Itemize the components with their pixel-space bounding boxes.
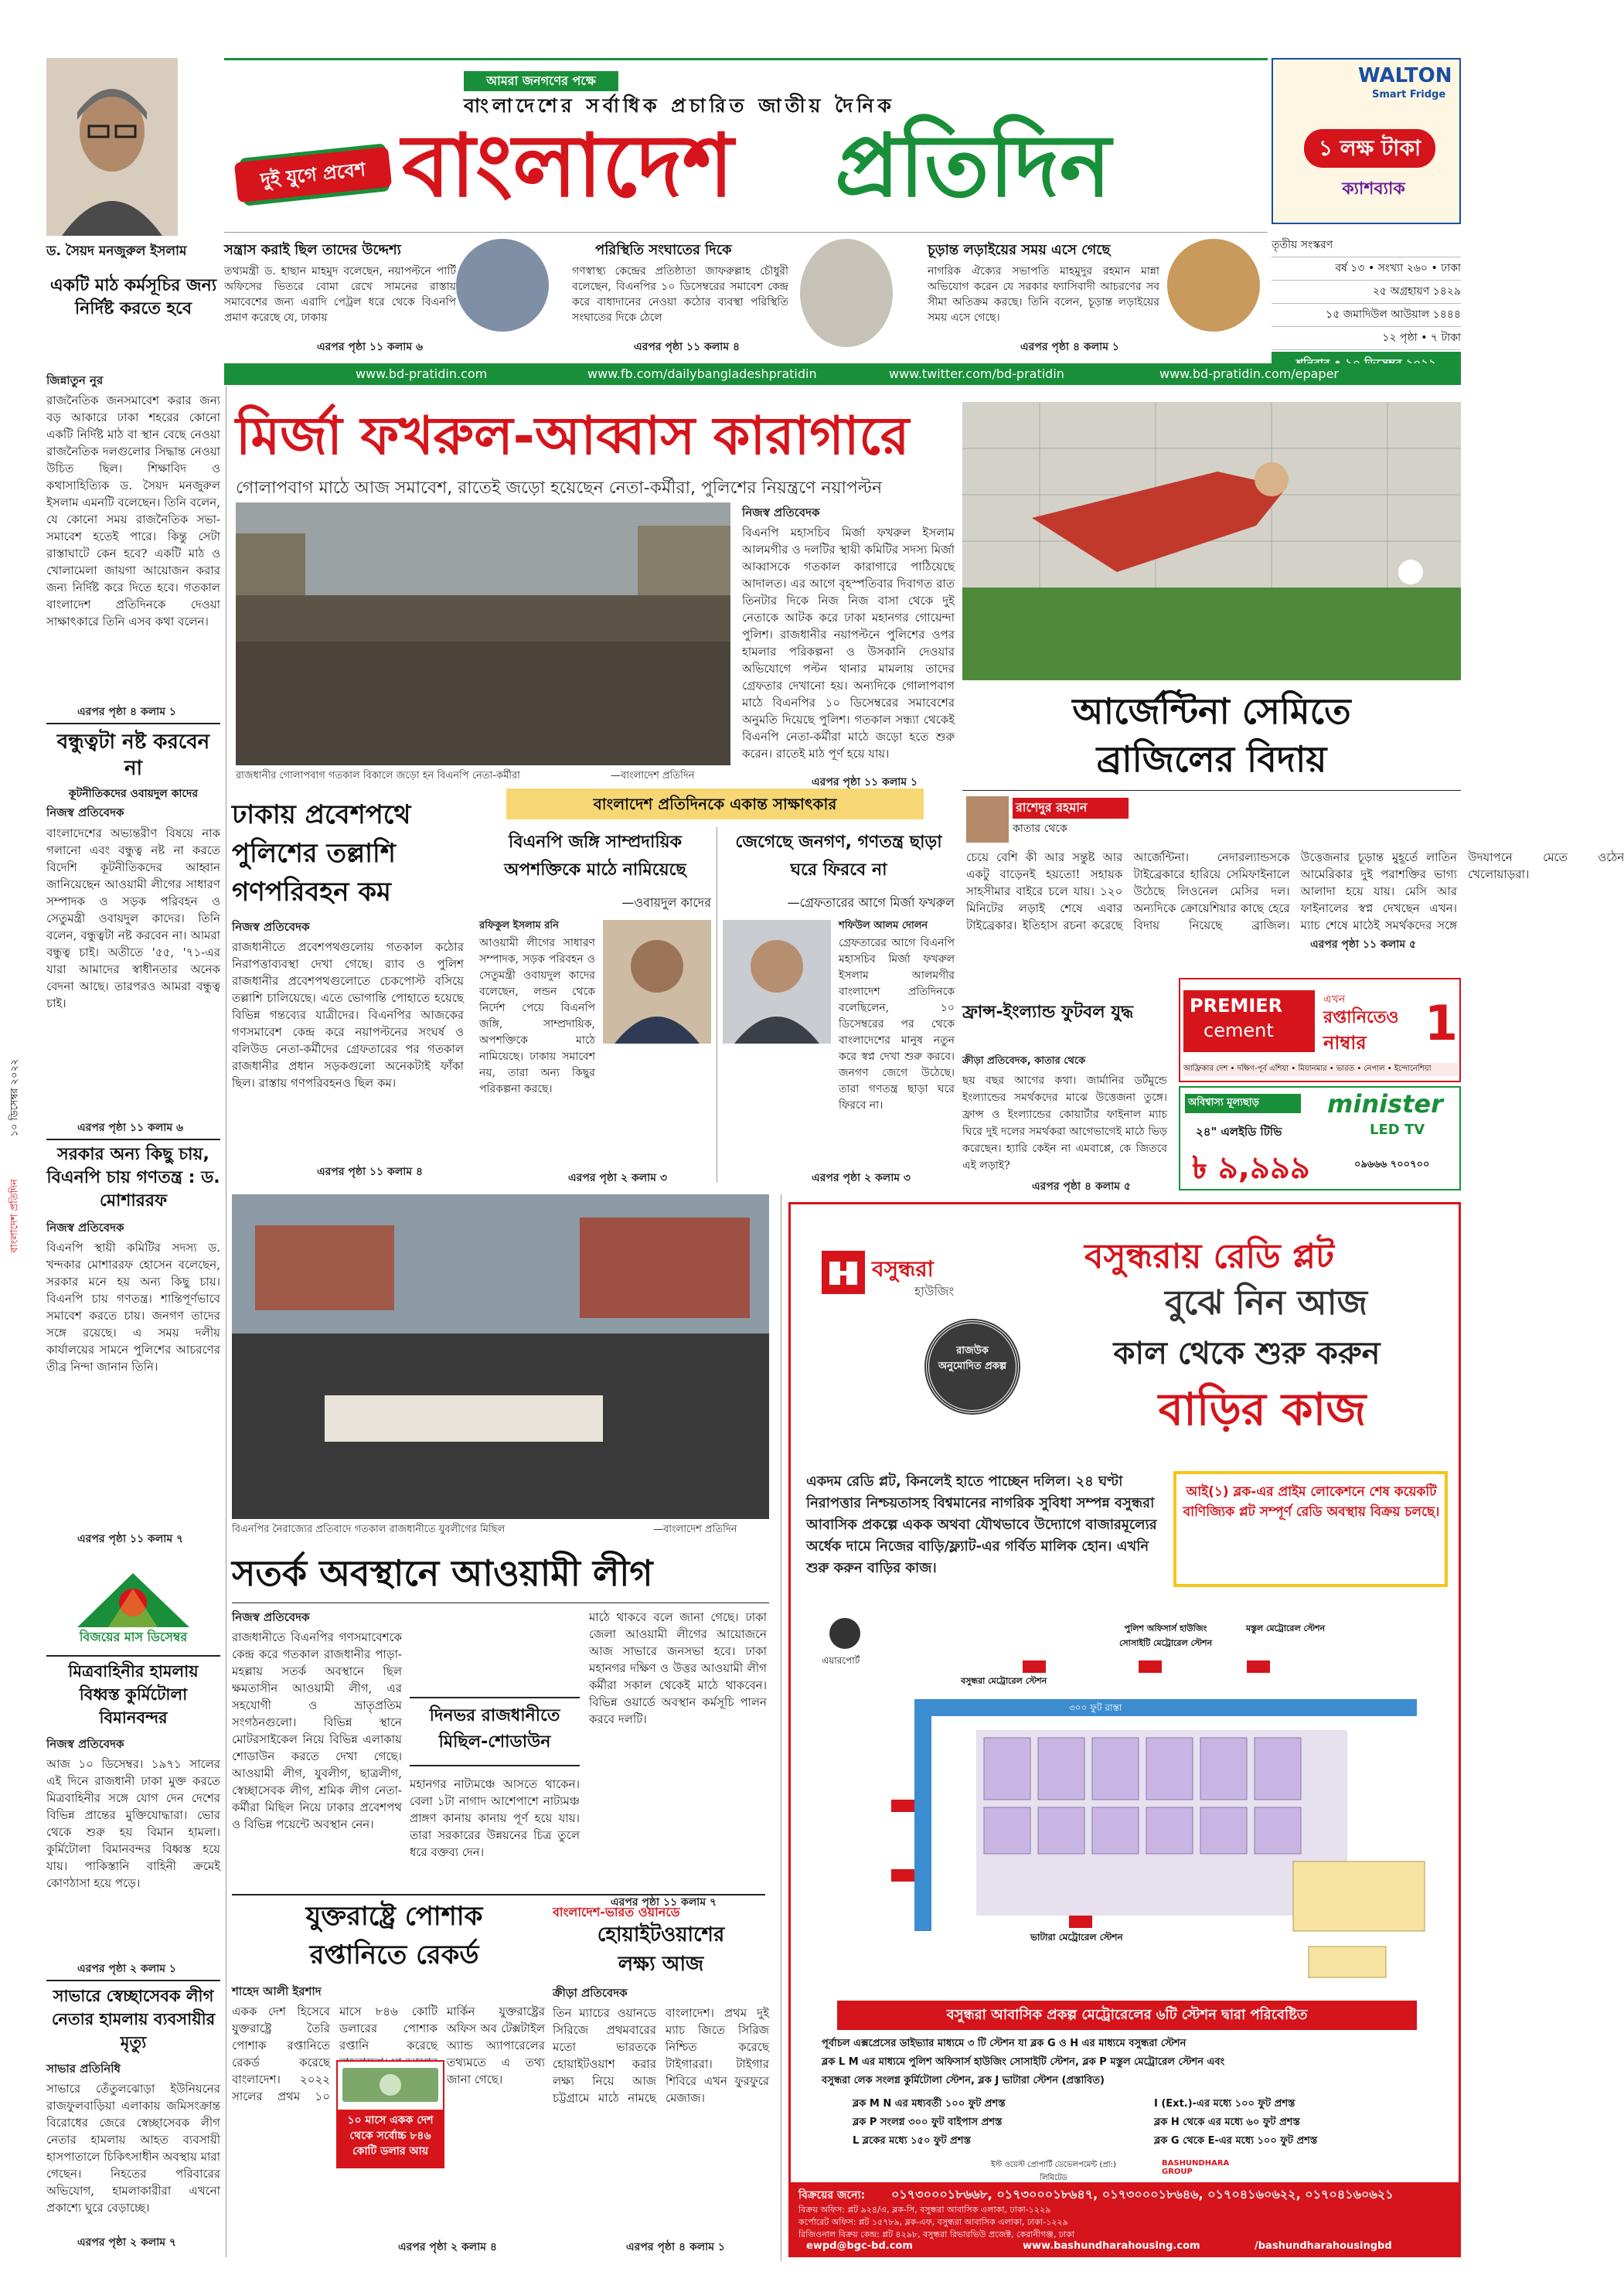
link-web[interactable]: www.bd-pratidin.com	[356, 366, 488, 381]
export-text: একক দেশ হিসেবে যুক্তরাষ্ট্রে তৈরি পোশাক রপ্তানিতে রেকর্ড করেছে বাংলাদেশ। ২০২২ সালের প্রথম ১০ মাসে ৮৪৬ কোটি ডলারের পোশাক রপ্তানি করেছে মার্কিন যুক্তরাষ্ট্রের অফিস অব টেক্সটাইল অ্যান্ড অ্যাপারেলের তথ্যমতে এ তথ্য জানা গেছে।	[232, 2004, 545, 2103]
premier-tag3: নাম্বার	[1323, 1032, 1367, 1054]
ad-body: একদম রেডি প্লট, কিনলেই হাতে পাচ্ছেন দলিল। ২৪ ঘণ্টা নিরাপত্তার নিশ্চয়তাসহ বিশ্বমানের নাগরিক সুবিধা সম্পন্ন বসুন্ধরা আবাসিক প্রকল্পে একক অথবা যৌথভাবে উদ্যোগে বাজারমূল্যের অর্ধেক দামে নিজের বাড়ি/ফ্ল্যাট-এর গর্বিত মালিক হোন। এখনি শুরু করুন বাড়ির কাজ।	[806, 1473, 1157, 1576]
col4-cont[interactable]: এরপর পৃষ্ঠা ২ কলাম ১	[77, 1963, 176, 1975]
strip-text-2: গণস্বাস্থ্য কেন্দ্রের প্রতিষ্ঠাতা জাফরুল্লাহ চৌধুরী বলেছেন, বিএনপির ১০ ডিসেম্বরের সমাবেশ কেন্দ্র করে বাধাদানের নেওয়া কঠোর ব্যবস্থা পরিস্থিতি সংঘাতের দিকে ঠেলে	[572, 265, 788, 324]
minister-product: LED TV	[1370, 1122, 1425, 1138]
divider	[46, 1139, 220, 1140]
minister-size: ২৪" এলইডি টিভি	[1196, 1125, 1282, 1139]
awami-caption: বিএনপির নৈরাজ্যের প্রতিবাদে গতকাল রাজধানীতে যুবলীগের মিছিল	[232, 1524, 506, 1535]
hijri-date: ১৫ জমাদিউল আউয়াল ১৪৪৪	[1272, 305, 1461, 327]
strip-text-1: তথ্যমন্ত্রী ড. হাছান মাহমুদ বলেছেন, নয়াপল্টনে পার্টি অফিসের ভিতরে বোমা রেখে সামনের রাস্তায় সমাবেশের জন্য এরাদি পেট্রল ধরে থেকে বিএনপি প্রমাণ করেছে যে, ঢাকায়	[224, 265, 456, 324]
strip-photo-1	[456, 239, 549, 332]
col1-cont[interactable]: এরপর পৃষ্ঠা ৪ কলাম ১	[77, 706, 176, 718]
col2-text: বাংলাদেশের অভ্যন্তরীণ বিষয়ে নাক গলানো এবং বন্ধুত্ব নষ্ট না করতে বিদেশি কূটনীতিকদের আহ্বান জানিয়েছেন আওয়ামী লীগের সাধারণ সম্পাদক ও সড়ক পরিবহন ও সেতুমন্ত্রী ওবায়দুল কাদের। তিনি বলেন, বন্ধুত্বটা নষ্ট করবেন না। আমরা বন্ধুত্ব চাই। অতীতে '৫৫, '৭১-এর যারা আমাদের স্বাধীনতার অনেক বেদনা আছে। তারপরও আমরা বন্ধুত্ব চাই।	[46, 826, 220, 1010]
fakhrul-photo	[723, 920, 831, 1044]
interview-left-text: আওয়ামী লীগের সাধারণ সম্পাদক, সড়ক পরিবহন ও সেতুমন্ত্রী ওবায়দুল কাদের বলেছেন, লন্ডন থেকে নির্দেশ পেয়ে বিএনপি জঙ্গি, সাম্প্রদায়িক, অপশক্তিকে মাঠে নামিয়েছে। ঢাকায় সমাবেশ নয়, তারা অন্য কিছুর পরিকল্পনা করছে।	[479, 937, 595, 1095]
cricket-cont[interactable]: এরপর পৃষ্ঠা ৪ কলাম ১	[626, 2241, 725, 2253]
lead-byline: নিজস্ব প্রতিবেদক	[742, 506, 820, 519]
walton-sub: Smart Fridge	[1372, 89, 1446, 100]
pages-price: ১২ পৃষ্ঠা • ৭ টাকা	[1272, 329, 1461, 350]
premier-brand-2: cement	[1204, 1020, 1274, 1041]
divider	[962, 790, 1461, 791]
strip-story-3[interactable]	[928, 239, 1268, 355]
strip-cont-2[interactable]: এরপর পৃষ্ঠা ১১ কলাম ৪	[634, 341, 741, 353]
walton-prize: ১ লক্ষ টাকা	[1304, 129, 1435, 168]
interview-right-cont[interactable]: এরপর পৃষ্ঠা ২ কলাম ৩	[812, 1172, 911, 1184]
strip-text-3: নাগরিক ঐক্যের সভাপতি মাহমুদুর রহমান মান্না অভিযোগ করেন যে সরকার ফ্যাসিবাদী আচরণের সব সীমা অতিক্রম করছে। তিনি বলেন, চূড়ান্ত লড়াইয়ের সময় এসে গেছে।	[928, 265, 1159, 324]
ad-bullet-right-3: ব্লক G থেকে E-এর মধ্যে ১০০ ফুট প্রশস্ত	[1154, 2135, 1318, 2147]
ad-bullet-left-2: ব্লক P সংলগ্ন ৩০০ ফুট বাইপাস প্রশস্ত	[853, 2117, 1003, 2128]
export-title-2[interactable]: রপ্তানিতে রেকর্ড	[309, 1940, 479, 1970]
frame-line	[224, 58, 1268, 60]
strip-story-1[interactable]	[224, 239, 557, 355]
lead-text: বিএনপি মহাসচিব মির্জা ফখরুল ইসলাম আলমগীর ও দলটির স্থায়ী কমিটির সদস্য মির্জা আব্বাসকে গতকাল কারাগারে পাঠিয়েছে আদালত। এর আগে বৃহস্পতিবার দিবাগত রাত তিনটার দিকে নিজ নিজ বাসা থেকে দুই নেতাকে আটক করে ঢাকা মহানগর গোয়েন্দা পুলিশ। রাজধানীর নয়াপল্টনে পুলিশের ওপর হামলার পরিকল্পনা ও উসকানি দেওয়ার অভিযোগে পল্টন থানার মামলায় তাদের গ্রেফতার দেখানো হয়। অন্যদিকে গোলাপবাগ মাঠে বিএনপির ১০ ডিসেম্বরের সমাবেশের অনুমতি দিয়েছে পুলিশ। গতকাল সন্ধ্যা থেকেই বিএনপি নেতা-কর্মীরা মাঠে জড়ো হতে শুরু করেন। রাতেই মাঠ পূর্ণ হয়ে যায়।	[742, 526, 955, 761]
strip-photo-3	[1167, 239, 1260, 332]
site-map	[814, 1606, 1440, 1993]
ad-address-1: বিক্রয় অফিস: প্লট ৯২৪/এ, ব্লক-সি, বসুন্ধরা আবাসিক এলাকা, ঢাকা-১২২৯	[798, 2205, 1051, 2215]
ad-box-title: বসুন্ধরা আবাসিক প্রকল্প মেট্রোরেলের ৬টি স্টেশন দ্বারা পরিবেষ্টিত	[837, 2001, 1417, 2030]
reporter-photo	[966, 796, 1009, 843]
export-cont[interactable]: এরপর পৃষ্ঠা ২ কলাম ৪	[398, 2241, 497, 2253]
partner-2: BASHUNDHARA GROUP	[1162, 2159, 1230, 2176]
minister-brand: minister	[1327, 1089, 1443, 1119]
col4-title[interactable]: মিত্রবাহিনীর হামলায় বিধ্বস্ত কুর্মিটোলা বিমানবন্দর	[68, 1662, 199, 1727]
col5-title[interactable]: সাভারে স্বেচ্ছাসেবক লীগ নেতার হামলায় ব্যবসায়ীর মৃত্যু	[51, 1987, 216, 2052]
bangla-date: ২৫ অগ্রহায়ণ ১৪২৯	[1272, 282, 1461, 304]
football-title[interactable]: ফ্রান্স-ইংল্যান্ড ফুটবল যুদ্ধ	[962, 1003, 1134, 1022]
ad-phones[interactable]: ০১৭৩০০০১৮৬৬৮, ০১৭৩০০০১৮৬৪৭, ০১৭৩০০০১৮৬৪৬, ০১৭০৪১৬০৬২২, ০১৭০৪১৬০৬২১	[891, 2187, 1394, 2202]
col2-byline: নিজস্ব প্রতিবেদক	[46, 806, 124, 819]
dhaka-cont[interactable]: এরপর পৃষ্ঠা ১১ কলাম ৪	[317, 1166, 424, 1178]
lead-deck: গোলাপবাগ মাঠে আজ সমাবেশ, রাতেই জড়ো হয়েছেন নেতা-কর্মীরা, পুলিশের নিয়ন্ত্রণে নয়াপল্টন	[236, 479, 883, 498]
awami-text-1: রাজধানীতে বিএনপির গণসমাবেশকে কেন্দ্র করে গতকাল রাজধানীর পাড়া-মহল্লায় সতর্ক অবস্থানে ছিল ক্ষমতাসীন আওয়ামী লীগ, এর সহযোগী ও ভ্রাতৃপ্রতিম সংগঠনগুলো। বিভিন্ন স্থানে মোটরসাইকেল নিয়ে বিভিন্ন এলাকায় শোডাউন করতে দেখা গেছে। আওয়ামী লীগ, যুবলীগ, ছাত্রলীগ, স্বেচ্ছাসেবক লীগ, শ্রমিক লীগ নেতা-কর্মীরা মিছিল নিয়ে ঢাকার প্রবেশপথ ও বিভিন্ন পয়েন্টে অবস্থান নেন।	[232, 1630, 402, 1831]
awami-cont[interactable]: এরপর পৃষ্ঠা ১১ কলাম ৭	[611, 1896, 717, 1909]
interview-left-person: —ওবায়দুল কাদের	[621, 895, 711, 910]
bashundhara-logo-icon	[822, 1251, 865, 1294]
strip-story-2[interactable]	[572, 239, 912, 355]
football-story	[962, 1001, 1171, 1194]
argentina-headline-2[interactable]: ব্রাজিলের বিদায়	[1096, 738, 1327, 780]
cricket-byline: ক্রীড়া প্রতিবেদক	[553, 1986, 628, 2000]
dhaka-title-2[interactable]: পুলিশের তল্লাশি	[232, 838, 396, 869]
edition: তৃতীয় সংস্করণ	[1272, 236, 1461, 257]
goalkeeper-dive-photo	[962, 402, 1461, 680]
argentina-photo	[962, 402, 1461, 680]
col1-title[interactable]: একটি মাঠ কর্মসূচির জন্য নির্দিষ্ট করতে হবে	[49, 276, 217, 318]
strip-cont-1[interactable]: এরপর পৃষ্ঠা ১১ কলাম ৬	[317, 341, 424, 353]
walton-brand: WALTON	[1358, 64, 1452, 87]
awami-text-2: মহানগর নাট্যমঞ্চে আসতে থাকেন। বেলা ১টা নাগাদ আশেপাশে নাট্যমঞ্চ প্রাঙ্গণ কানায় কানায় পূর্ণ হয়ে যায়। তারা সরকারের উন্নয়নের চিত্র তুলে ধরে বক্তব্য দেন।	[410, 1777, 580, 1859]
col3-title[interactable]: সরকার অন্য কিছু চায়, বিএনপি চায় গণতন্ত্র : ড. মোশাররফ	[46, 1145, 220, 1211]
awami-headline[interactable]: সতর্ক অবস্থানে আওয়ামী লীগ	[232, 1552, 653, 1594]
awami-text-3: মাঠে থাকবে বলে জানা গেছে। ঢাকা জেলা আওয়ামী লীগের আয়োজনে আজ সাভারে জনসভা হবে। ঢাকা মহানগর দক্ষিণ ও উত্তর আওয়ামী লীগ কর্মীরা সকাল থেকেই মাঠে থাকবেন। বিভিন্ন ওয়ার্ডে অবস্থান কর্মসূচি পালন করবে দলটি।	[589, 1610, 767, 1726]
col5-text: সাভারে তেঁতুলঝোড়া ইউনিয়নের রাজফুলবাড়িয়া এলাকায় জমিসংক্রান্ত বিরোধের জেরে স্বেচ্ছাসেবক লীগ নেতার হামলায় আহত ব্যবসায়ী হাসপাতালে চিকিৎসাধীন অবস্থায় মারা গেছেন। নিহতের পরিবারের অভিযোগ, হামলাকারীরা এখনো প্রকাশ্যে ঘুরে বেড়াচ্ছে।	[46, 2082, 220, 2215]
export-title-1[interactable]: যুক্তরাষ্ট্রে পোশাক	[305, 1901, 483, 1932]
victory-month-logo	[62, 1565, 205, 1650]
lead-headline[interactable]: মির্জা ফখরুল-আব্বাস কারাগারে	[236, 406, 910, 467]
ad-bullet-left-3: L ব্লকের মধ্যে ১৫০ ফুট প্রশস্ত	[853, 2135, 971, 2147]
export-inset	[336, 2060, 444, 2168]
map-station-1: বসুন্ধরা মেট্রোরেল স্টেশন	[961, 1676, 1047, 1686]
strip-title-2: পরিস্থিতি সংঘাতের দিকে	[595, 242, 732, 258]
procession-photo	[232, 1194, 769, 1519]
col4-byline: নিজস্ব প্রতিবেদক	[46, 1737, 124, 1751]
divider	[232, 1894, 765, 1895]
author-portrait-icon	[46, 58, 178, 236]
edition-info	[1272, 236, 1461, 379]
minister-ad[interactable]	[1179, 1086, 1461, 1190]
victory-logo-text: বিজয়ের মাস ডিসেম্বর	[79, 1630, 188, 1644]
interview-block	[475, 788, 958, 1190]
ad-headline-3: বাড়ির কাজ	[1158, 1383, 1367, 1436]
ad-bullet-left-1: ব্লক M N এর মধ্যবর্তী ১০০ ফুট প্রশস্ত	[853, 2098, 1006, 2110]
cricket-title-2[interactable]: লক্ষ্য আজ	[618, 1953, 704, 1976]
interview-right-text: গ্রেফতারের আগে বিএনপি মহাসচিব মির্জা ফখরুল ইসলাম আলমগীর বাংলাদেশ প্রতিদিনকে বলেছিলেন, ১০ ডিসেম্বরের পর থেকে বাংলাদেশের মানুষ নতুন করে স্বপ্ন দেখা শুরু করবে। জনগণ জেগে উঠেছে। তারা গণতন্ত্র ছাড়া ঘরে ফিরবে না।	[839, 937, 955, 1112]
strip-cont-3[interactable]: এরপর পৃষ্ঠা ৪ কলাম ১	[1020, 341, 1119, 353]
ad-box-line-1: পূর্বাচল এক্সপ্রেসের ডাইভ্যার মাধ্যমে ৩ টি স্টেশন যা ব্লক G ও H এর মাধ্যমে বসুন্ধরা স্টেশন	[822, 2038, 1187, 2049]
premier-num: 1	[1424, 995, 1459, 1051]
col3-text: বিএনপি স্থায়ী কমিটির সদস্য ড. খন্দকার মোশাররফ হোসেন বলেছেন, সরকার মনে হয় অন্য কিছু চায়। বিএনপি চায় গণতন্ত্র। শান্তিপূর্ণভাবে সমাবেশ করতে চায়। জনগণ তাদের সঙ্গে রয়েছে। এ সময় দলীয় কার্যালয়ের সামনে পুলিশের আচরণের তীব্র নিন্দা জানান তিনি।	[46, 1241, 220, 1374]
reporter-from: কাতার থেকে	[1013, 823, 1067, 835]
link-epaper[interactable]: www.bd-pratidin.com/epaper	[1159, 366, 1339, 381]
bashundhara-ad[interactable]	[788, 1202, 1461, 2257]
rally-crowd-photo	[236, 502, 730, 765]
issue-year: বর্ষ ১৩ • সংখ্যা ২৬০ • ঢাকা	[1272, 259, 1461, 281]
map-station-3: মস্তুল মেট্রোরেল স্টেশন	[1245, 1623, 1326, 1633]
strip-photo-2	[800, 239, 893, 347]
quader-photo	[603, 920, 711, 1044]
tagline: বাংলাদেশের সর্বাধিক প্রচারিত জাতীয় দৈনিক	[464, 94, 895, 117]
minister-headline: অবিশ্বাস্য মূল্যছাড়	[1185, 1094, 1301, 1113]
victory-flag-icon	[62, 1565, 205, 1627]
argentina-headline-1[interactable]: আর্জেন্টিনা সেমিতে	[1072, 690, 1351, 732]
reporter-name: রাশেদুর রহমান	[1013, 798, 1129, 819]
masthead-title-part1: বাংলাদেশ	[402, 116, 734, 216]
lead-cont[interactable]: এরপর পৃষ্ঠা ১১ কলাম ১	[812, 776, 918, 788]
divider	[46, 1980, 220, 1981]
awami-credit: —বাংলাদেশ প্রতিদিন	[653, 1524, 737, 1535]
dhaka-story	[232, 796, 468, 1190]
map-station-4: ভাটারা মেট্রোরেল স্টেশন	[1030, 1932, 1123, 1943]
ad-headline-1: বসুন্ধরায় রেডি প্লট	[1084, 1237, 1334, 1276]
rajuk-seal-text: রাজউক অনুমোদিত প্রকল্প	[938, 1345, 1007, 1372]
premier-cement-ad[interactable]	[1179, 978, 1461, 1082]
football-cont[interactable]: এরপর পৃষ্ঠা ৪ কলাম ৫	[1032, 1180, 1131, 1193]
col2-sub: কূটনীতিকদের ওবায়দুল কাদের	[68, 788, 199, 800]
dhaka-title-1[interactable]: ঢাকায় প্রবেশপথে	[232, 799, 411, 830]
masthead-strip	[224, 232, 1268, 356]
ad-headline-2: কাল থেকে শুরু করুন	[1113, 1336, 1381, 1371]
ad-callout-box	[1173, 1471, 1448, 1587]
dhaka-byline: নিজস্ব প্রতিবেদক	[232, 920, 310, 934]
map-airport: এয়ারপোর্ট	[822, 1655, 860, 1666]
left-column	[46, 267, 228, 2253]
col3-byline: নিজস্ব প্রতিবেদক	[46, 1221, 124, 1235]
ad-contact-label: বিক্রয়ের জন্যে:	[798, 2189, 866, 2202]
football-text: ছয় বছর আগের কথা। জার্মানির ডর্টমুন্ডে ইংল্যান্ডের সমর্থকদের মাঝে উত্তেজনা তুঙ্গে। ফ্রান্স ও ইংল্যান্ডের কোয়ার্টার ফাইনাল ম্যাচ ঘিরে দুই দলের সমর্থকরা আগেভাগেই মাঠে ভিড় করেছেন। হ্যারি কেইন না এমবাপ্পে, কে জিতবে এই লড়াই?	[962, 1075, 1167, 1172]
author-photo	[46, 58, 178, 236]
divider	[46, 1655, 220, 1657]
dollar-bills-icon	[338, 2062, 443, 2108]
col1-byline: জিন্নাতুন নুর	[46, 373, 104, 387]
col5-byline: সাভার প্রতিনিধি	[46, 2062, 121, 2076]
interview-left-byline: রফিকুল ইসলাম রনি	[479, 920, 559, 932]
lead-photo	[236, 502, 730, 765]
col2-title[interactable]: বন্ধুত্বটা নষ্ট করবেন না	[56, 731, 210, 780]
col4-text: আজ ১০ ডিসেম্বর। ১৯৭১ সালের এই দিনে রাজধানী ঢাকা মুক্ত করতে মিত্রবাহিনীর সঙ্গে যোগ দেন দেশের বিভিন্ন প্রান্তের মুক্তিযোদ্ধারা। ভোর থেকে শুরু হয় বিমান হামলা। কুর্মিটোলা বিমানবন্দর বিধ্বস্ত হয়ে যায়। পাকিস্তানি বাহিনী ক্রমেই কোণঠাসা হয়ে পড়ে।	[46, 1757, 220, 1890]
ad-bullet-right-1: I (Ext.)-এর মধ্যে ১০০ ফুট প্রশস্ত	[1154, 2098, 1295, 2110]
export-byline: শাহেদ আলী ইরশাদ	[232, 1984, 322, 1998]
interview-right-byline: শফিউল আলম দোলন	[839, 920, 928, 932]
argentina-text: চেয়ে বেশি কী আর সন্তুষ্ট আর একটু বাড়েনই হয়তো! সহায়ক সাহসীমার বাইরে চলে যায়। ১২০ মিনিটের লড়াই শেষে এবার টাইব্রেকার। ইতিহাস রচনা করেছে আর্জেন্টিনা। নেদারল্যান্ডসকে টাইব্রেকারে হারিয়ে সেমিফাইনালে উঠেছে লিওনেল মেসির দল। অন্যদিকে ক্রোয়েশিয়ার কাছে হেরে বিদায় নিয়েছে ব্রাজিল। উত্তেজনার চূড়ান্ত মুহূর্তে লাতিন আমেরিকার দুই পরাশক্তির ভাগ্য আলাদা হয়ে যায়। মেসি আর ফাইনালের স্বপ্ন দেখছেন এখন। ম্যাচ শেষে মাঠেই সমর্থকদের সঙ্গে উদযাপনে মেতে ওঠেন খেলোয়াড়রা।	[966, 850, 1624, 932]
football-byline: ক্রীড়া প্রতিবেদক, কাতার থেকে	[962, 1055, 1086, 1067]
map-road: ৩০০ ফুট রাস্তা	[1069, 1702, 1122, 1713]
walton-ad[interactable]	[1272, 58, 1461, 224]
ad-callout: আই(১) ব্লক-এর প্রাইম লোকেশনে শেষ কয়েকটি বাণিজ্যিক প্লট সম্পূর্ণ রেডি অবস্থায় বিক্রয় চলছে।	[1183, 1484, 1440, 1520]
col3-cont[interactable]: এরপর পৃষ্ঠা ১১ কলাম ৭	[77, 1533, 184, 1545]
argentina-cont[interactable]: এরপর পৃষ্ঠা ১১ কলাম ৫	[1310, 938, 1417, 951]
awami-story	[232, 1194, 773, 1944]
author-name: ড. সৈয়দ মনজুরুল ইসলাম	[46, 244, 187, 259]
bashundhara-brand-sub: হাউজিং	[914, 1284, 955, 1299]
ad-email[interactable]: ewpd@bgc-bd.com	[806, 2240, 913, 2252]
export-inset-text: ১০ মাসে একক দেশ থেকে সর্বোচ্চ ৮৪৬ কোটি ডলার আয়	[338, 2110, 443, 2167]
map-station-2: পুলিশ অফিসার্স হাউজিং সোসাইটি মেট্রোরেল স্টেশন	[1118, 1623, 1213, 1648]
masthead-title-part2: প্রতিদিন	[835, 116, 1112, 216]
col1-text: রাজনৈতিক জনসমাবেশ করার জন্য বড় আকারে ঢাকা শহরের কোনো একটি নির্দিষ্ট মাঠ বা স্থান বেছে নেওয়া রাজনৈতিক দলগুলোর সিদ্ধান্ত নেওয়া উচিত ছিল। শিক্ষাবিদ ও কথাসাহিত্যিক ড. সৈয়দ মনজুরুল ইসলাম এমনটি বলেছেন। তিনি বলেন, যে কোনো সময় রাজনৈতিক সভা-সমাবেশ হতেই পারে। কিন্তু সেটা রাস্তাঘাটে কেন হবে? একটি মাঠ ও খোলামেলা জায়গা আয়োজন করার জন্য নির্দিষ্ট করে দিতে হবে। গতকাল বাংলাদেশ প্রতিদিনকে দেওয়া সাক্ষাৎকারে তিনি এসব কথা বলেন।	[46, 393, 220, 628]
divider	[46, 723, 220, 724]
col5-cont[interactable]: এরপর পৃষ্ঠা ২ কলাম ৭	[77, 2236, 177, 2249]
strip-title-3: চূড়ান্ত লড়াইয়ের সময় এসে গেছে	[928, 242, 1111, 258]
interview-banner: বাংলাদেশ প্রতিদিনকে একান্ত সাক্ষাৎকার	[506, 788, 924, 819]
col2-cont[interactable]: এরপর পৃষ্ঠা ১১ কলাম ৬	[77, 1122, 184, 1134]
tagline-highlight: আমরা জনগণের পক্ষে	[464, 71, 618, 91]
interview-right-title[interactable]: জেগেছে জনগণ, গণতন্ত্র ছাড়া ঘরে ফিরবে না	[735, 833, 942, 880]
awami-byline: নিজস্ব প্রতিবেদক	[232, 1610, 310, 1624]
cricket-kicker: বাংলাদেশ-ভারত ওয়ানডে	[553, 1905, 680, 1919]
minister-phone: ০৯৬৬৬ ৭০০৭০০	[1354, 1159, 1430, 1170]
spine-paper: বাংলাদেশ প্রতিদিন	[9, 1179, 21, 1253]
ad-bullet-right-2: ব্লক H থেকে এর মধ্যে ৬০ ফুট প্রশস্ত	[1154, 2117, 1300, 2128]
ad-address-3: রিজিওনাল বিক্রয় কেন্দ্র: প্লট ৪২৯৮, বসুন্ধরা রিভারভিউ প্রজেক্ট, কেরানীগঞ্জ, ঢাকা	[798, 2229, 1074, 2239]
cricket-story	[553, 1898, 773, 2261]
awami-sub: দিনভর রাজধানীতে মিছিল-শোডাউন	[429, 1706, 560, 1752]
ad-box-line-2: ব্লক L M এর মাধ্যমে পুলিশ অফিসার্স হাউজিং সোসাইটি স্টেশন, ব্লক P মস্তুল মেট্রোরেল স্টেশন এবং	[822, 2056, 1225, 2068]
page-spine	[0, 912, 31, 1253]
cricket-title-1[interactable]: হোয়াইটওয়াশের	[597, 1923, 725, 1947]
anniversary-badge-text: দুই যুগে প্রবেশ	[234, 147, 392, 203]
lead-caption: রাজধানীর গোলাপবাগ গতকাল বিকালে জড়ো হন বিএনপি নেতা-কর্মীরা	[236, 770, 520, 782]
premier-strip: আফ্রিকার দেশ • দক্ষিণ-পূর্ব এশিয়া • মিয়ানমার • ভারত • নেপাল • ইন্দোনেশিয়া	[1183, 1063, 1458, 1076]
dhaka-title-3[interactable]: গণপরিবহন কম	[232, 877, 391, 908]
cricket-text: তিন ম্যাচের ওয়ানডে সিরিজে প্রথমবারের মতো ভারতকে হোয়াইটওয়াশ করার লক্ষ্য নিয়ে আজ চট্টগ্রামে মাঠে নামছে বাংলাদেশ। প্রথম দুই ম্যাচ জিতে সিরিজ নিশ্চিত করেছে টাইগাররা। টাইগার শিবিরে এখন ফুরফুরে মেজাজ।	[553, 2006, 769, 2105]
premier-tag2: রপ্তানিতেও	[1323, 1008, 1399, 1027]
interview-left-cont[interactable]: এরপর পৃষ্ঠা ২ কলাম ৩	[568, 1172, 668, 1184]
strip-title-1: সন্ত্রাস করাই ছিল তাদের উদ্দেশ্য	[224, 242, 401, 258]
ad-web[interactable]: www.bashundharahousing.com	[1023, 2240, 1200, 2252]
export-story	[232, 1898, 549, 2261]
awami-photo	[232, 1194, 769, 1519]
spine-date: ১০ ডিসেম্বর ২০২২	[9, 1058, 21, 1137]
argentina-story	[962, 402, 1624, 997]
premier-tag1: এখন	[1323, 993, 1346, 1006]
interview-left-title[interactable]: বিএনপি জঙ্গি সাম্প্রদায়িক অপশক্তিকে মাঠে নামিয়েছে	[504, 833, 686, 880]
lead-story	[232, 402, 958, 796]
bashundhara-brand: বসুন্ধরা	[872, 1256, 934, 1282]
minister-price: ৳ ৯,৯৯৯	[1192, 1150, 1310, 1186]
ad-headline-1b: বুঝে নিন আজ	[1165, 1283, 1367, 1323]
ad-facebook[interactable]: /bashundharahousingbd	[1255, 2240, 1392, 2252]
premier-brand: PREMIER	[1190, 995, 1283, 1017]
walton-offer: ক্যাশব্যাক	[1342, 179, 1405, 199]
partner-1: ইস্ট ওয়েস্ট প্রোপার্টি ডেভেলপমেন্ট (প্রা:) লিমিটেড	[991, 2161, 1116, 2182]
ad-address-2: কর্পোরেট অফিস: প্লট ১৫৭৮৯, ব্লক-এফ, বসুন্ধরা আবাসিক এলাকা, ঢাকা-১২২৯	[798, 2217, 1068, 2227]
link-twitter[interactable]: www.twitter.com/bd-pratidin	[889, 366, 1064, 381]
link-facebook[interactable]: www.fb.com/dailybangladeshpratidin	[587, 366, 817, 381]
dhaka-text: রাজধানীতে প্রবেশপথগুলোয় গতকাল কঠোর নিরাপত্তাব্যবস্থা দেখা গেছে। র‍্যাব ও পুলিশ রাজধানীর প্রবেশপথগুলোতে চেকপোস্ট বসিয়ে তল্লাশি চালিয়েছে। এতে ভোগান্তি পোহাতে হয়েছে বিভিন্ন গন্তব্যের যাত্রীদের। বিএনপির আজকের গণসমাবেশ কেন্দ্র করে নয়াপল্টনের সংঘর্ষ ও বলিউড নেতা-কর্মীদের গ্রেফতারের পর গতকাল রাজধানীর প্রধান সড়কগুলো অনেকটাই ফাঁকা ছিল। রাস্তায় গণপরিবহনও ছিল কম।	[232, 940, 464, 1090]
lead-credit: —বাংলাদেশ প্রতিদিন	[611, 770, 695, 782]
ad-box-line-3: বসুন্ধরা লেক সংলগ্ন কুর্মিটোলা স্টেশন, ব্লক J ভাটারা স্টেশন (প্রস্তাবিত)	[822, 2075, 1105, 2086]
interview-right-person: —গ্রেফতারের আগে মির্জা ফখরুল	[787, 895, 955, 910]
